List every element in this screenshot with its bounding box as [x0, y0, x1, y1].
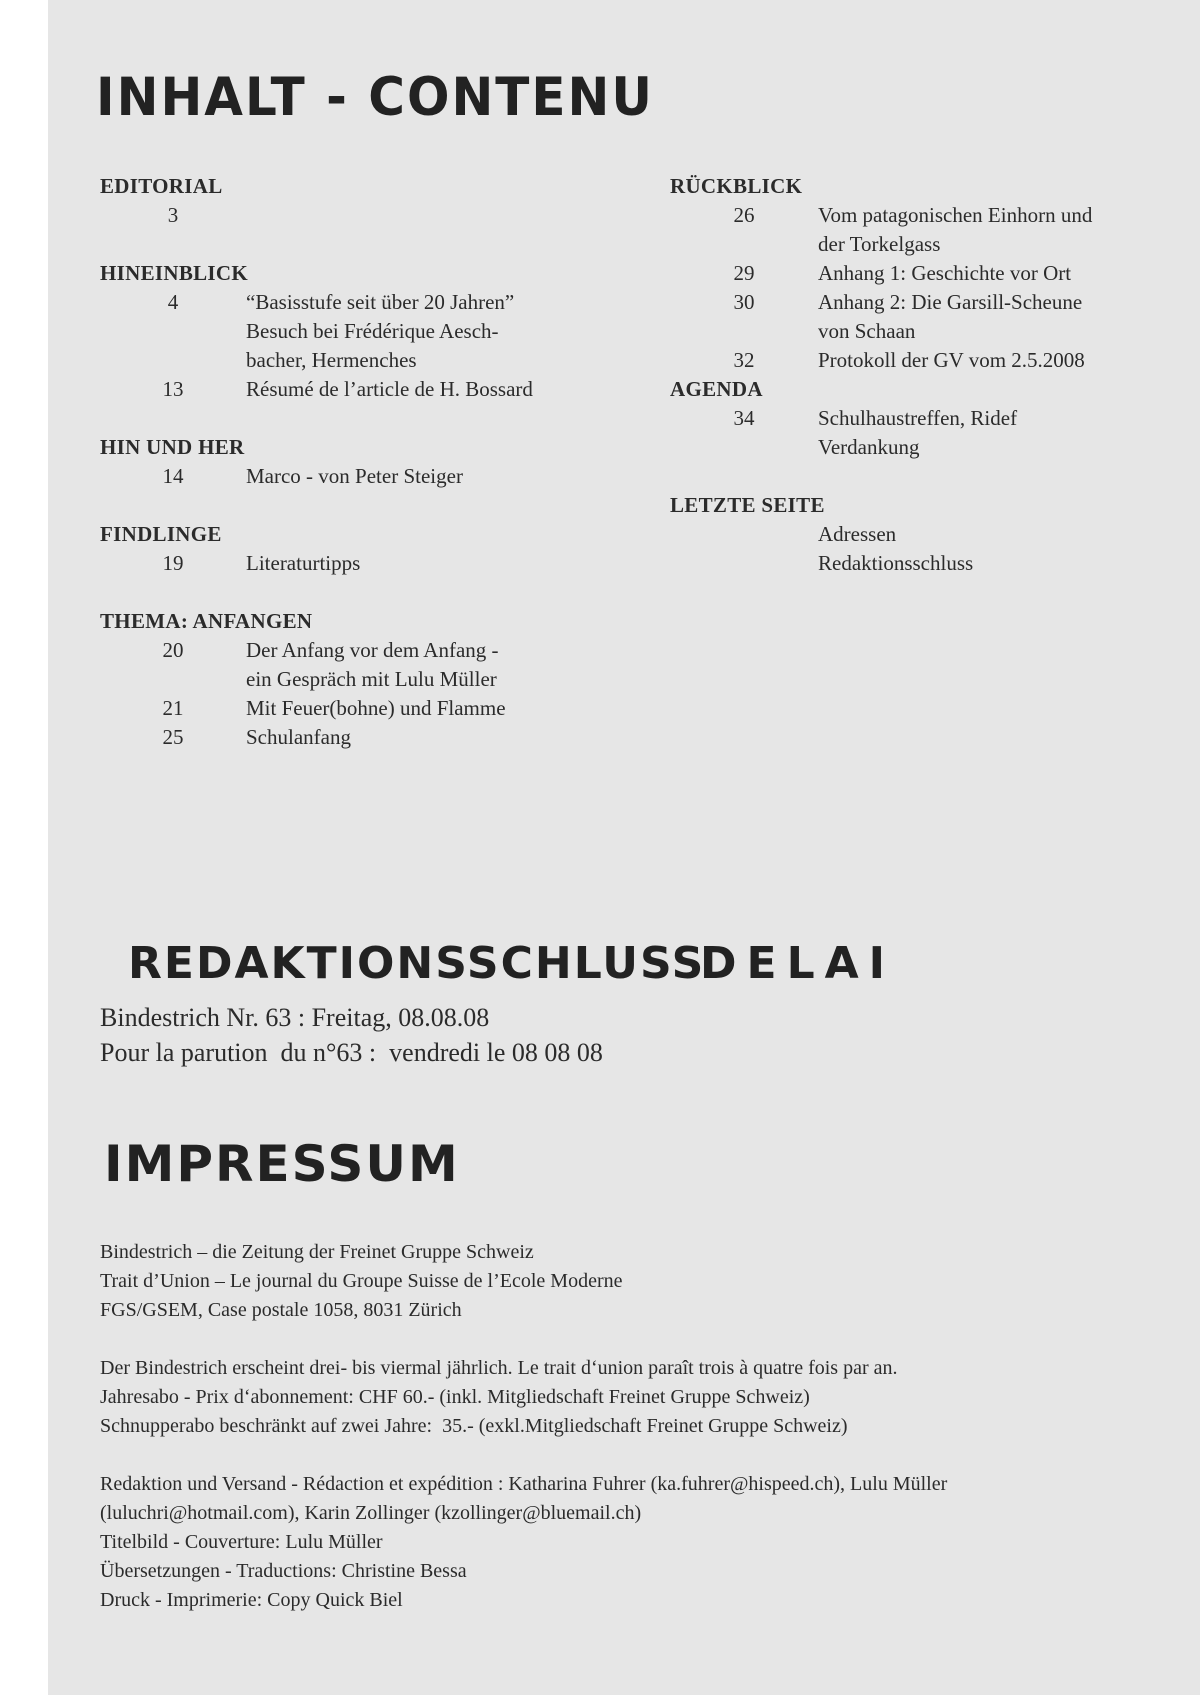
impressum-title — [104, 1135, 460, 1193]
toc-entry-title — [818, 346, 1190, 375]
toc-left-column — [100, 172, 620, 781]
toc-entry-line: der Torkelgass — [818, 232, 941, 256]
toc-page-number: 3 — [167, 203, 179, 227]
impressum-line: Der Bindestrich erscheint drei- bis viermal jährlich. Le trait d‘union paraît trois à quatre fois par an. — [100, 1357, 898, 1379]
toc-entry-line: Schulanfang — [246, 725, 351, 749]
impressum-line: Druck - Imprimerie: Copy Quick Biel — [100, 1589, 403, 1611]
toc-entry-line: Besuch bei Frédérique Aesch- — [246, 319, 499, 343]
toc-section — [100, 259, 620, 404]
toc-page-number: 32 — [733, 348, 755, 372]
toc-entry-title — [246, 723, 620, 752]
toc-entry — [670, 520, 1190, 578]
toc-page-number: 25 — [162, 725, 184, 749]
toc-entry-title — [246, 636, 620, 694]
impressum-subscription-block — [100, 1354, 1140, 1441]
toc-entry-title — [818, 259, 1190, 288]
toc-section-heading: HIN UND HER — [100, 435, 245, 459]
impressum-line: Schnupperabo beschränkt auf zwei Jahre: 35.- (exkl.Mitgliedschaft Freinet Gruppe Schweiz) — [100, 1415, 848, 1437]
toc-entry-title — [818, 288, 1190, 346]
toc-entry — [100, 201, 620, 230]
toc-section-heading: LETZTE SEITE — [670, 493, 825, 517]
impressum-line: Trait d’Union – Le journal du Groupe Suisse de l’Ecole Moderne — [100, 1270, 623, 1292]
toc-section — [100, 172, 620, 230]
toc-entry-line: Marco - von Peter Steiger — [246, 464, 463, 488]
toc-entry — [100, 462, 620, 491]
toc-entry-title — [818, 404, 1190, 462]
toc-entry-title — [246, 694, 620, 723]
toc-entry — [670, 404, 1190, 462]
toc-entry-line: Literaturtipps — [246, 551, 361, 575]
impressum-title-text: IMPRESSUM — [104, 1135, 460, 1193]
toc-entry — [100, 723, 620, 752]
impressum-line: Titelbild - Couverture: Lulu Müller — [100, 1531, 383, 1553]
deadline-line-2: Pour la parution du n°63 : vendredi le 08 08 08 — [100, 1038, 603, 1067]
toc-section-heading: HINEINBLICK — [100, 261, 249, 285]
contents-title-text: INHALT - CONTENU — [96, 66, 655, 128]
toc-page-number: 13 — [162, 377, 184, 401]
toc-entry — [100, 288, 620, 375]
toc-entry-line: Résumé de l’article de H. Bossard — [246, 377, 533, 401]
toc-page-number: 34 — [733, 406, 755, 430]
toc-right-column — [670, 172, 1190, 607]
toc-entry — [100, 694, 620, 723]
toc-section-heading: AGENDA — [670, 377, 763, 401]
toc-entry — [100, 636, 620, 694]
toc-entry-line: Vom patagonischen Einhorn und — [818, 203, 1093, 227]
impressum-body — [100, 1238, 1140, 1644]
deadline-title-fr-text: DELAI — [700, 938, 896, 989]
toc-page-number: 29 — [733, 261, 755, 285]
toc-section — [670, 491, 1190, 578]
deadline-title-fr — [700, 938, 895, 989]
toc-entry-line: bacher, Hermenches — [246, 348, 417, 372]
toc-page-number: 14 — [162, 464, 184, 488]
impressum-line: Jahresabo - Prix d‘abonnement: CHF 60.- (inkl. Mitgliedschaft Freinet Gruppe Schweiz) — [100, 1386, 810, 1408]
toc-section — [670, 375, 1190, 462]
toc-entry-title — [246, 462, 620, 491]
toc-page-number: 19 — [162, 551, 184, 575]
contents-title — [96, 67, 654, 128]
toc-section — [670, 172, 1190, 375]
toc-entry-line: Schulhaustreffen, Ridef — [818, 406, 1018, 430]
toc-section-heading: EDITORIAL — [100, 174, 223, 198]
toc-section — [100, 607, 620, 752]
toc-entry-title — [246, 288, 620, 375]
toc-entry — [670, 346, 1190, 375]
toc-entry-line: Anhang 1: Geschichte vor Ort — [818, 261, 1072, 285]
impressum-line: Bindestrich – die Zeitung der Freinet Gruppe Schweiz — [100, 1241, 534, 1263]
toc-entry-line: ein Gespräch mit Lulu Müller — [246, 667, 497, 691]
impressum-publisher-block — [100, 1238, 1140, 1325]
toc-entry-title — [246, 549, 620, 578]
toc-section-heading: FINDLINGE — [100, 522, 222, 546]
toc-entry — [100, 375, 620, 404]
toc-entry-title — [246, 201, 620, 230]
toc-entry-line: Redaktionsschluss — [818, 551, 974, 575]
deadline-line-1: Bindestrich Nr. 63 : Freitag, 08.08.08 — [100, 1003, 490, 1032]
toc-page-number: 26 — [733, 203, 755, 227]
toc-entry-line: Protokoll der GV vom 2.5.2008 — [818, 348, 1085, 372]
toc-entry — [670, 201, 1190, 259]
toc-page-number — [670, 520, 818, 578]
impressum-line: Übersetzungen - Traductions: Christine Bessa — [100, 1560, 467, 1582]
toc-entry-line: “Basisstufe seit über 20 Jahren” — [246, 290, 515, 314]
toc-entry-title — [246, 375, 620, 404]
toc-page-number: 20 — [162, 638, 184, 662]
deadline-info — [100, 1000, 603, 1070]
toc-page-number: 30 — [733, 290, 755, 314]
toc-entry — [670, 288, 1190, 346]
toc-section — [100, 433, 620, 491]
toc-page-number: 21 — [162, 696, 184, 720]
toc-entry-line: Mit Feuer(bohne) und Flamme — [246, 696, 506, 720]
toc-page-number: 4 — [167, 290, 179, 314]
impressum-line: (luluchri@hotmail.com), Karin Zollinger (kzollinger@bluemail.ch) — [100, 1502, 642, 1524]
toc-entry — [100, 549, 620, 578]
deadline-title — [128, 938, 705, 989]
toc-section-heading: THEMA: ANFANGEN — [100, 609, 313, 633]
toc-entry-line: Anhang 2: Die Garsill-Scheune — [818, 290, 1083, 314]
toc-entry — [670, 259, 1190, 288]
toc-entry-line: von Schaan — [818, 319, 916, 343]
toc-entry-line: Der Anfang vor dem Anfang - — [246, 638, 499, 662]
impressum-line: FGS/GSEM, Case postale 1058, 8031 Zürich — [100, 1299, 462, 1321]
toc-entry-title — [818, 520, 1190, 578]
toc-section-heading: RÜCKBLICK — [670, 174, 803, 198]
toc-entry-line — [246, 201, 620, 230]
toc-entry-line: Verdankung — [818, 435, 920, 459]
toc-entry-title — [818, 201, 1190, 259]
toc-section — [100, 520, 620, 578]
impressum-line: Redaktion und Versand - Rédaction et expédition : Katharina Fuhrer (ka.fuhrer@hispeed.ch), Lulu Müller — [100, 1473, 948, 1495]
impressum-credits-block — [100, 1470, 1140, 1615]
deadline-title-text: REDAKTIONSSCHLUSS — [128, 938, 706, 989]
toc-entry-line: Adressen — [818, 522, 897, 546]
